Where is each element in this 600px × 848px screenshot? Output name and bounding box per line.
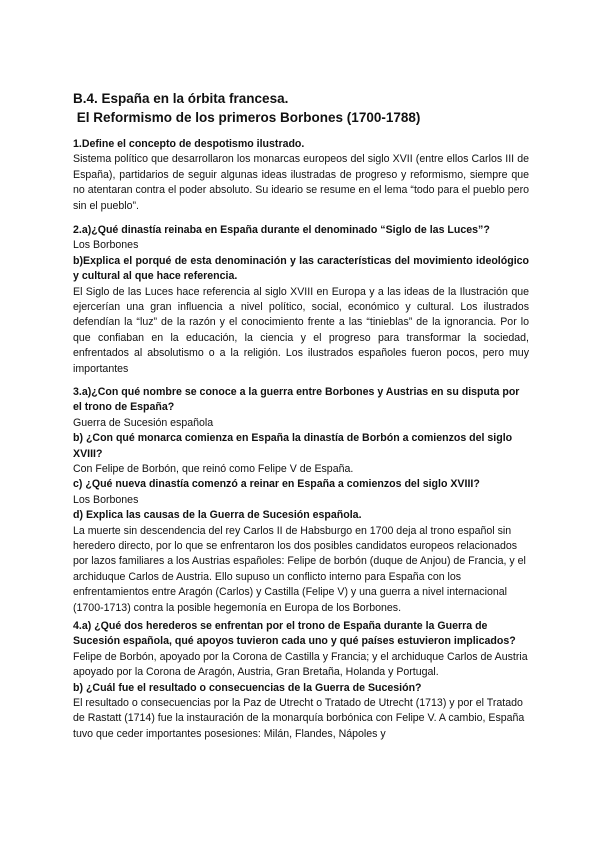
answer-2a: Los Borbones [73, 239, 139, 252]
title-line-2: El Reformismo de los primeros Borbones (1700-1788) [73, 110, 421, 125]
question-3a: 3.a)¿Con qué nombre se conoce a la guerra entre Borbones y Austrias en su disputa por el trono de España? [73, 386, 520, 414]
answer-3b: Con Felipe de Borbón, que reinó como Felipe V de España. [73, 463, 354, 476]
document-title [73, 89, 533, 127]
section-1 [73, 137, 529, 214]
answer-3c: Los Borbones [73, 493, 139, 506]
question-2b: b)Explica el porqué de esta denominación y las características del movimiento ideológico y cultural al que hace referencia. [73, 254, 529, 283]
answer-1: Sistema político que desarrollaron los monarcas europeos del siglo XVII (entre ellos Carlos III de España), partidarios de seguir algunas ideas ilustradas de progreso y reformismo, siempre que no atentaran contra el poder absoluto. Su ideario se resume en el lema “todo para el pueblo pero sin el pueblo”. [73, 153, 529, 212]
question-4b: b) ¿Cuál fue el resultado o consecuencias de la Guerra de Sucesión? [73, 681, 422, 694]
question-4a: 4.a) ¿Qué dos herederos se enfrentan por el trono de España durante la Guerra de Sucesión española, qué apoyos tuvieron cada uno y qué países estuvieron implicados? [73, 620, 516, 648]
section-4 [73, 619, 529, 742]
answer-3d: La muerte sin descendencia del rey Carlos II de Habsburgo en 1700 deja al trono español sin heredero directo, por lo que se enfrentaron los dos posibles candidatos europeos relacionados por lazos familiares a los Austrias españoles: Felipe de borbón (duque de Anjou) de Francia, y el archiduque Carlos de Austria. Ello supuso un conflicto interno para España con los enfrentamientos entre Aragón (Carlos) y Castilla (Felipe V) y una guerra a nivel internacional (1700-1713) contra la posible hegemonía en Europa de los Borbones. [73, 524, 526, 614]
answer-3a: Guerra de Sucesión española [73, 416, 214, 429]
question-3d: d) Explica las causas de la Guerra de Sucesión española. [73, 509, 362, 522]
question-3b: b) ¿Con qué monarca comienza en España la dinastía de Borbón a comienzos del siglo XVIII? [73, 432, 513, 460]
answer-4b: El resultado o consecuencias por la Paz de Utrecht o Tratado de Utrecht (1713) y por el Tratado de Rastatt (1714) fue la instauración de la monarquía borbónica con Felipe V. A cambio, España tuvo que ceder importantes posesiones: Milán, Flandes, Nápoles y [73, 697, 525, 740]
section-2 [73, 223, 529, 377]
answer-4a: Felipe de Borbón, apoyado por la Corona de Castilla y Francia; y el archiduque Carlos de Austria apoyado por la Corona de Aragón, Austria, Gran Bretaña, Holanda y Portugal. [73, 650, 528, 679]
answer-2b: El Siglo de las Luces hace referencia al siglo XVIII en Europa y a las ideas de la Ilustración que ejercerían una gran influencia a nivel político, social, económico y cultural. Los ilustrados defendían la “luz” de la razón y el conocimiento frente a las “tinieblas” de la ignorancia. Por lo que confiaban en la educación, la ciencia y el progreso para transformar la sociedad, enfrentados al absolutismo o a la religión. Los ilustrados españoles fueron pocos, pero muy importantes [73, 285, 529, 375]
question-1: 1.Define el concepto de despotismo ilustrado. [73, 138, 305, 150]
title-line-1: B.4. España en la órbita francesa. [73, 91, 289, 106]
question-2a: 2.a)¿Qué dinastía reinaba en España durante el denominado “Siglo de las Luces”? [73, 224, 490, 236]
section-3 [73, 385, 529, 616]
question-3c: c) ¿Qué nueva dinastía comenzó a reinar en España a comienzos del siglo XVIII? [73, 478, 480, 491]
